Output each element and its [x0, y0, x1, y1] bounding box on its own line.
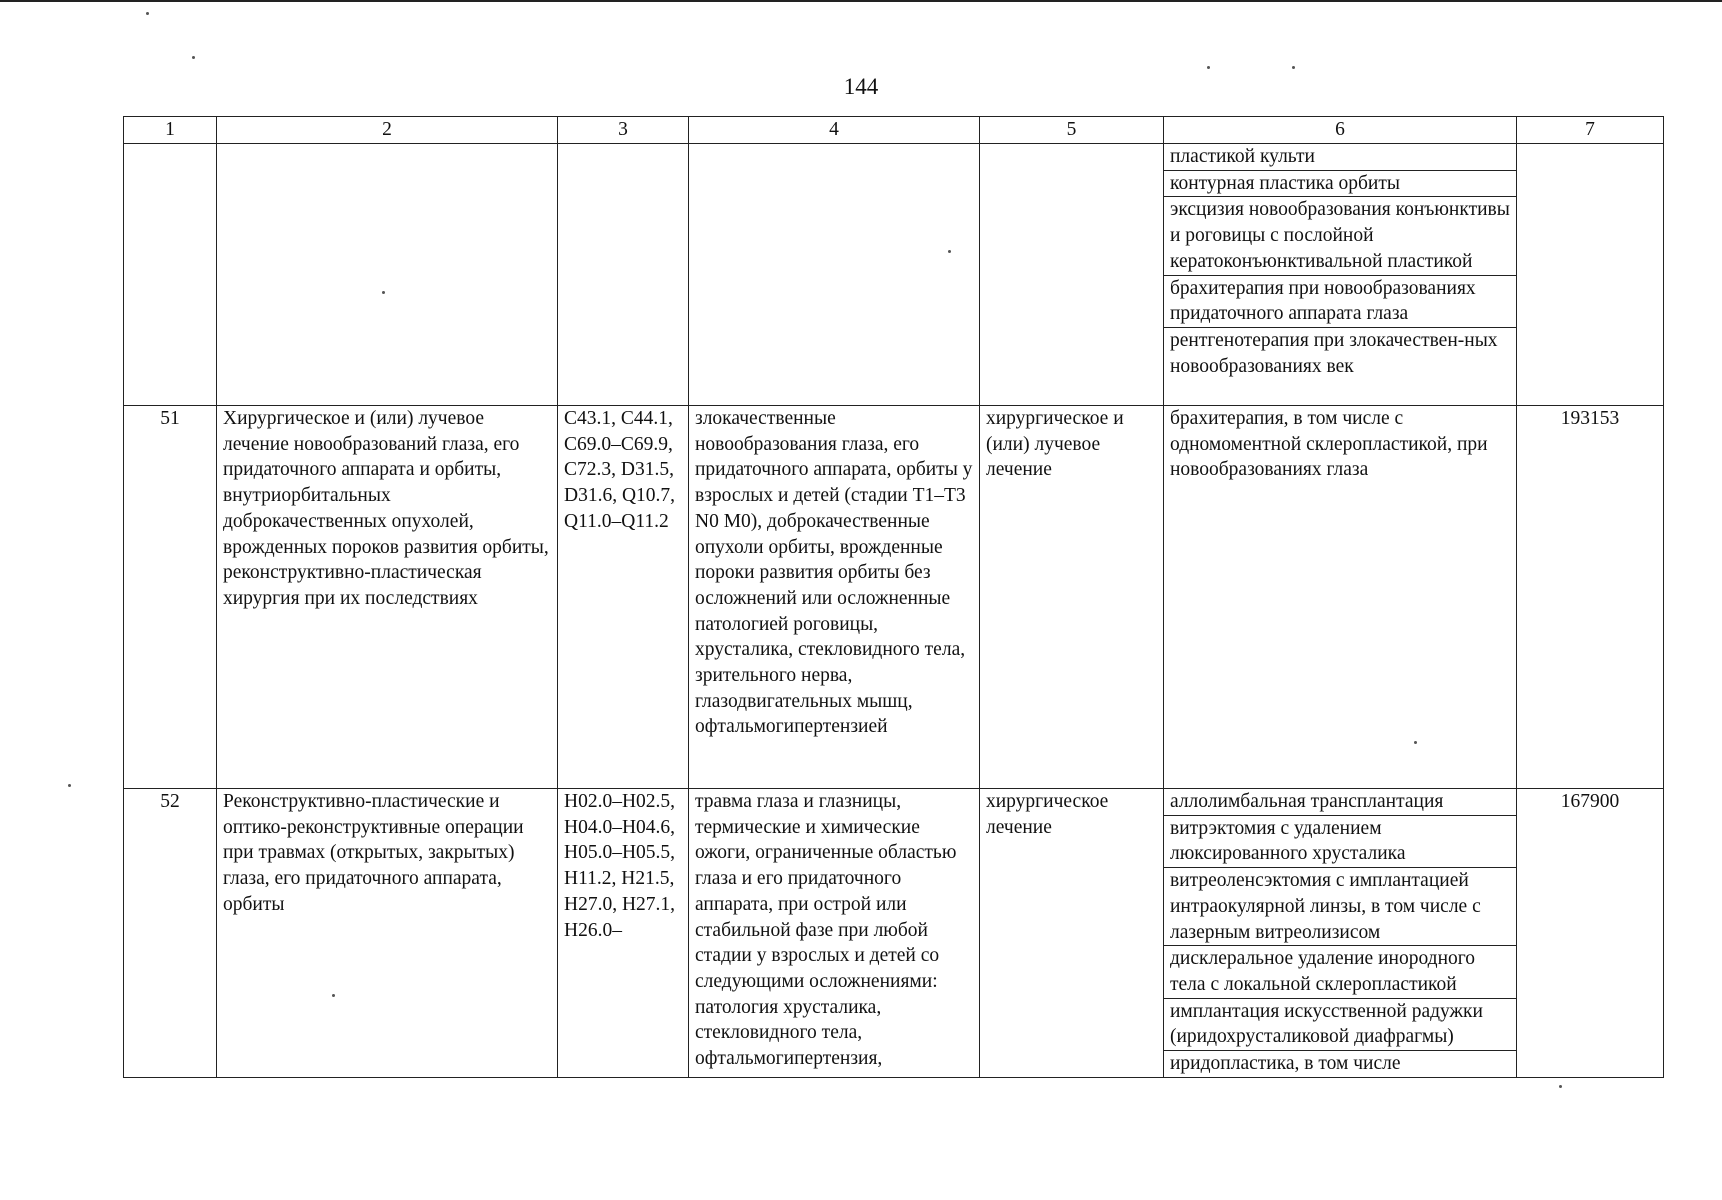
scan-speck	[1414, 741, 1417, 744]
method-item: эксцизия новообразования конъюнктивы и роговицы с послойной кератоконъюнктивальной пластикой	[1164, 197, 1516, 275]
patient-model: травма глаза и глазницы, термические и химические ожоги, ограниченные областью глаза и его придаточного аппарата, при острой или стабильной фазе при любой стадии у взрослых и детей со следующими осложнениями: патология хрусталика, стекловидного тела, офтальмогипертензия,	[689, 789, 980, 1078]
services-table	[123, 116, 1664, 1078]
cost-value: 167900	[1517, 789, 1664, 1078]
diagnosis-codes: C43.1, C44.1, C69.0–C69.9, C72.3, D31.5, D31.6, Q10.7, Q11.0–Q11.2	[558, 406, 689, 789]
method-item: витрэктомия с удалением люксированного хрусталика	[1164, 816, 1516, 868]
scan-speck	[192, 56, 195, 59]
method-item: рентгенотерапия при злокачествен-ных новообразованиях век	[1170, 329, 1498, 377]
row-number: 51	[124, 406, 217, 789]
table-row	[124, 406, 1664, 789]
column-header-1: 1	[124, 117, 217, 144]
method-item: брахитерапия при новообразованиях придаточного аппарата глаза	[1164, 276, 1516, 328]
patient-model: злокачественные новообразования глаза, его придаточного аппарата, орбиты у взрослых и детей (стадии T1–T3 N0 M0), доброкачественные опухоли орбиты, врожденные пороки развития орбиты без осложнений или осложненные патологией роговицы, хрусталика, стекловидного тела, зрительного нерва, глазодвигательных мышц, офтальмогипертензией	[689, 406, 980, 789]
empty-cell	[1517, 144, 1664, 406]
empty-cell	[689, 144, 980, 406]
empty-cell	[217, 144, 558, 406]
page-number: 144	[843, 74, 879, 99]
scan-speck	[382, 291, 385, 294]
row-number: 52	[124, 789, 217, 1078]
scan-speck	[332, 994, 335, 997]
method-item: дисклеральное удаление инородного тела с локальной склеропластикой	[1164, 946, 1516, 998]
column-header-6: 6	[1164, 117, 1517, 144]
method-item: контурная пластика орбиты	[1164, 171, 1516, 198]
column-header-3: 3	[558, 117, 689, 144]
table-row-continuation	[124, 144, 1664, 406]
scan-speck	[1559, 1085, 1562, 1088]
empty-cell	[124, 144, 217, 406]
empty-cell	[558, 144, 689, 406]
column-header-7: 7	[1517, 117, 1664, 144]
methods-cell	[1164, 789, 1517, 1078]
top-border-line	[0, 0, 1722, 2]
service-name: Хирургическое и (или) лучевое лечение новообразований глаза, его придаточного аппарата и орбиты, внутриорбитальных доброкачественных опухолей, врожденных пороков развития орбиты, реконструктивно-пластическая хирургия при их последствиях	[217, 406, 558, 789]
cost-value: 193153	[1517, 406, 1664, 789]
column-header-4: 4	[689, 117, 980, 144]
method-item: брахитерапия, в том числе с одномоментной склеропластикой, при новообразованиях глаза	[1170, 408, 1488, 481]
table-row	[124, 789, 1664, 1078]
service-name: Реконструктивно-пластические и оптико-реконструктивные операции при травмах (открытых, закрытых) глаза, его придаточного аппарата, орбиты	[217, 789, 558, 1078]
treatment-type: хирургическое лечение	[980, 789, 1164, 1078]
scan-speck	[948, 250, 951, 253]
diagnosis-codes: H02.0–H02.5, H04.0–H04.6, H05.0–H05.5, H11.2, H21.5, H27.0, H27.1, H26.0–	[558, 789, 689, 1078]
scan-speck	[68, 784, 71, 787]
treatment-type: хирургическое и (или) лучевое лечение	[980, 406, 1164, 789]
method-item: аллолимбальная трансплантация	[1164, 789, 1516, 816]
column-header-2: 2	[217, 117, 558, 144]
empty-cell	[980, 144, 1164, 406]
methods-cell	[1164, 144, 1517, 406]
methods-cell	[1164, 406, 1517, 789]
column-header-5: 5	[980, 117, 1164, 144]
scan-speck	[1207, 66, 1210, 69]
scan-speck	[146, 12, 149, 15]
method-item: имплантация искусственной радужки (иридохрусталиковой диафрагмы)	[1164, 999, 1516, 1051]
scan-speck	[1292, 66, 1295, 69]
header-row	[124, 117, 1664, 144]
method-item: пластикой культи	[1164, 144, 1516, 171]
method-item: витреоленсэктомия с имплантацией интраокулярной линзы, в том числе с лазерным витреолизисом	[1164, 868, 1516, 946]
method-item: иридопластика, в том числе	[1170, 1053, 1401, 1075]
